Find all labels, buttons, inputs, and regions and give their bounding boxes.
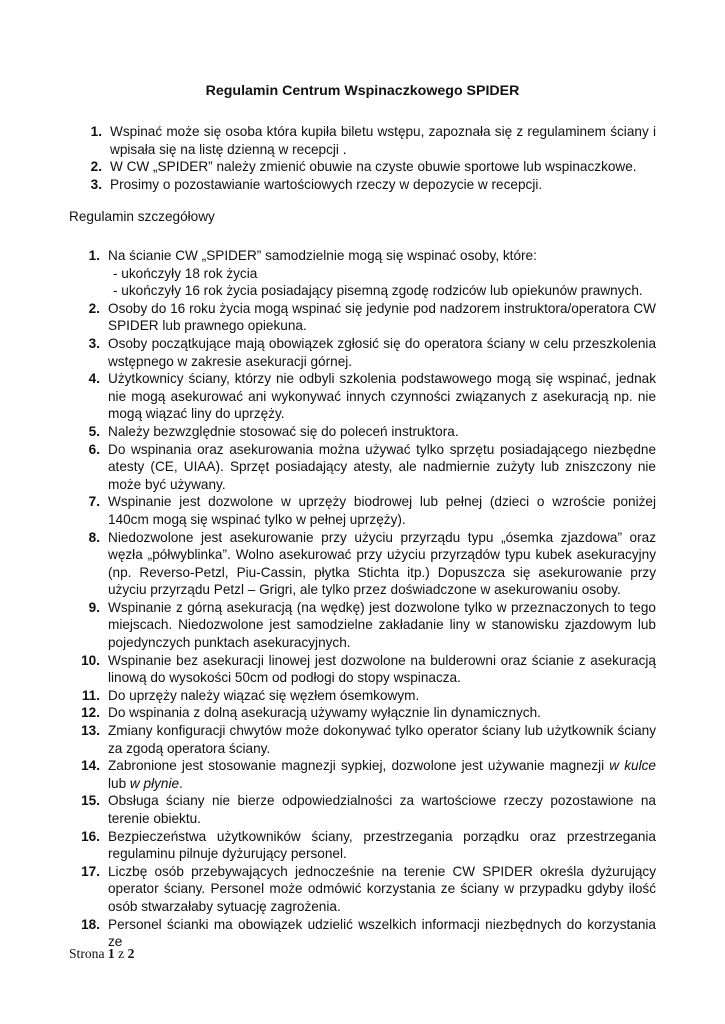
item-text: Zmiany konfiguracji chwytów może dokonywać tylko operator ściany lub użytkownik ściany za zgodą operatora ściany. [108,723,656,756]
item-text: . [179,775,183,791]
item-number: 16. [81,828,100,844]
list-item [0,158,725,176]
list-item [0,441,725,494]
list-item [0,529,725,599]
item-number: 11. [81,687,100,703]
item-text: Do wspinania oraz asekurowania można używać tylko sprzętu posiadającego niezbędne atesty (CE, UIAA). Sprzęt posiadający atesty, ale nadmiernie zużyty lub zniszczony nie może być używany. [108,441,656,492]
list-item [0,599,725,652]
list-item [0,863,725,916]
item-text: Bezpieczeństwa użytkowników ściany, przestrzegania porządku oraz przestrzegania regulaminu pilnuje dyżurujący personel. [108,828,656,862]
list-item [0,704,725,722]
item-number: 7. [88,494,100,510]
item-number: 15. [81,793,100,809]
item-text: Osoby początkujące mają obowiązek zgłosić się do operatora ściany w celu przeszkolenia wstępnego w zakresie asekuracji górnej. [108,335,656,369]
item-number: 2. [88,300,100,316]
item-number: 3. [88,335,100,351]
item-text: Do uprzęży należy wiązać się węzłem ósemkowym. [108,687,420,703]
item-text: Na ścianie CW „SPIDER” samodzielnie mogą się wspinać osoby, które: [108,248,537,263]
item-text: Wspinanie jest dozwolone w uprzęży biodrowej lub pełnej (dzieci o wzroście poniżej 140cm mogą się wspinać tylko w pełnej uprzęży). [108,494,656,527]
item-text: Użytkownicy ściany, którzy nie odbyli szkolenia podstawowego mogą się wspinać, jednak nie mogą asekurować ani wykonywać innych czynności związanych z asekuracją np. nie mogą wiązać liny do uprzęży. [108,371,656,422]
list-item [0,335,725,370]
item-text: Należy bezwzględnie stosować się do poleceń instruktora. [108,423,459,439]
list-item [0,722,725,757]
item-text: Wspinanie bez asekuracji linowej jest dozwolone na bulderowni oraz ścianie z asekuracją linową do wysokości 50cm od podłogi do stopy wspinacza. [108,652,656,686]
item-text: Wspinanie z górną asekuracją (na wędkę) jest dozwolone tylko w przeznaczonych to tego miejscach. Niedozwolone jest samodzielne zakładanie liny w stanowisku zjazdowym lub pojedynczych punktach asekuracyjnych. [108,599,656,651]
item-text: Wspinać może się osoba która kupiła biletu wstępu, zapoznała się z regulaminem ściany i wpisała się na listę dzienną w recepcji . [110,124,656,157]
item-number: 17. [81,863,100,879]
item-number: 5. [88,423,100,439]
item-number: 1. [90,124,102,139]
detailed-rules-list [0,247,725,951]
list-item [0,247,725,300]
item-text: Obsługa ściany nie bierze odpowiedzialności za wartościowe rzeczy pozostawione na terenie obiektu. [108,793,656,826]
item-number: 4. [88,371,100,387]
item-number: 18. [81,916,100,932]
document-title: Regulamin Centrum Wspinaczkowego SPIDER [205,83,520,99]
page-footer [69,946,134,962]
item-number: 10. [81,652,100,668]
item-text: Osoby do 16 roku życia mogą wspinać się jedynie pod nadzorem instruktora/operatora CW SPIDER lub prawnego opiekuna. [108,300,656,334]
list-item [0,176,725,194]
list-item [0,423,725,441]
item-text: Liczbę osób przebywających jednocześnie na terenie CW SPIDER określa dyżurujący operator ściany. Personel może odmówić korzystania ze ściany w przypadku gdyby ilość osób stwarzałaby sytuację zagrożenia. [108,863,656,914]
detailed-rules-heading: Regulamin szczegółowy [69,209,215,224]
item-number: 9. [88,599,100,615]
list-item [0,370,725,423]
current-page-number: 1 [107,946,115,961]
item-text: lub [108,775,130,791]
list-item [0,123,725,158]
item-number: 12. [81,705,100,721]
item-number: 3. [90,176,102,192]
item-text: Personel ścianki ma obowiązek udzielić wszelkich informacji niezbędnych do korzystania ze [108,916,656,950]
list-item [0,792,725,827]
item-number: 14. [81,758,100,774]
item-text: Zabronione jest stosowanie magnezji sypkiej, dozwolone jest używanie magnezji [108,758,610,774]
total-pages-number: 2 [127,946,135,961]
sub-item: - ukończyły 16 rok życia posiadający pisemną zgodę rodziców lub opiekunów prawnych. [113,283,643,299]
list-item [0,828,725,863]
list-item [0,493,725,528]
list-item [0,652,725,687]
footer-label: Strona [69,946,105,961]
item-number: 2. [90,159,102,175]
item-text: W CW „SPIDER” należy zmienić obuwie na czyste obuwie sportowe lub wspinaczkowe. [110,159,637,175]
item-number: 1. [88,248,100,263]
list-item [0,757,725,792]
footer-separator: z [118,946,125,961]
general-rules-list [0,123,725,193]
list-item [0,300,725,335]
list-item [0,687,725,705]
item-emphasis: w płynie [129,775,180,791]
item-text: Niedozwolone jest asekurowanie przy użyciu przyrządu typu „ósemka zjazdowa” oraz węzła „półwyblinka”. Wolno asekurować przy użyciu przyrządów typu kubek asekuracyjny (np. Reverso-Petzl, Piu-Cassin, płytka Stichta itp.) Dopuszcza się asekurowanie przy użyciu przyrządu Petzl – Grigri, ale tylko przez doświadczone w asekurowaniu osoby. [108,529,656,598]
item-text: Do wspinania z dolną asekuracją używamy wyłącznie lin dynamicznych. [108,705,541,721]
item-text: Prosimy o pozostawianie wartościowych rzeczy w depozycie w recepcji. [110,176,543,192]
sub-item: - ukończyły 18 rok życia [113,265,258,281]
item-number: 6. [88,441,100,457]
item-number: 8. [88,529,100,545]
item-number: 13. [81,723,100,739]
item-emphasis: w kulce [609,758,656,774]
